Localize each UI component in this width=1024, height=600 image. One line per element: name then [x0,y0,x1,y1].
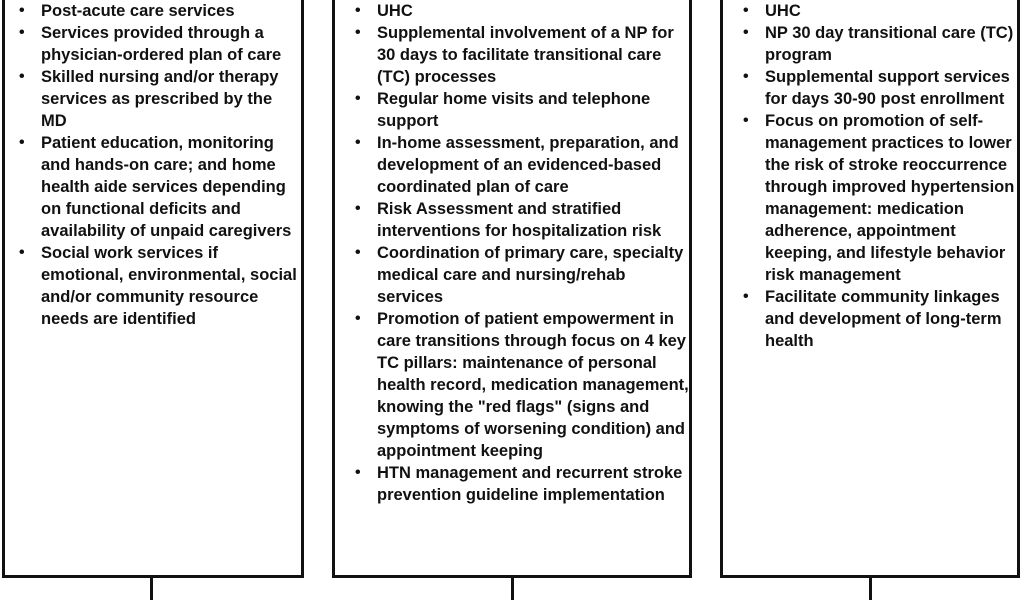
list-item [353,242,691,308]
right-bullet-list [741,0,1023,352]
list-item [17,132,297,242]
bullet-icon: • [355,90,361,107]
list-item-text: UHC [377,2,413,20]
right-box [720,0,1020,578]
list-item-text: Regular home visits and telephone support [377,90,651,130]
left-box [2,0,304,578]
list-item-text: Post-acute care services [41,2,235,20]
bullet-icon: • [19,2,25,19]
list-item [353,22,691,88]
bullet-icon: • [355,200,361,217]
list-item [353,0,691,22]
bullet-icon: • [743,24,749,41]
list-item-text: Social work services if emotional, environmental, social and/or community resource needs are identified [41,244,297,328]
list-item [17,66,297,132]
list-item-text: HTN management and recurrent stroke prevention guideline implementation [377,464,683,504]
list-item [17,22,297,66]
bullet-icon: • [355,310,361,327]
bullet-icon: • [355,244,361,261]
bullet-icon: • [355,134,361,151]
bullet-icon: • [19,134,25,151]
list-item-text: NP 30 day transitional care (TC) program [765,24,1014,64]
right-connector-line [869,576,872,600]
bullet-icon: • [355,464,361,481]
list-item [17,0,297,22]
list-item [353,308,691,462]
list-item-text: Risk Assessment and stratified interventions for hospitalization risk [377,200,662,240]
bullet-icon: • [743,2,749,19]
list-item-text: Supplemental involvement of a NP for 30 days to facilitate transitional care (TC) processes [377,24,674,86]
bullet-icon: • [19,24,25,41]
list-item-text: Services provided through a physician-ordered plan of care [41,24,282,64]
list-item [741,110,1023,286]
list-item-text: Promotion of patient empowerment in care transitions through focus on 4 key TC pillars: maintenance of personal health record, medication management, knowing the "red flags" (signs and symptoms of worsening condition) and appointment keeping [377,310,689,460]
bullet-icon: • [743,112,749,129]
bullet-icon: • [743,68,749,85]
bullet-icon: • [355,2,361,19]
list-item [353,132,691,198]
list-item [741,286,1023,352]
list-item-text: Focus on promotion of self-management practices to lower the risk of stroke reoccurrence through improved hypertension management: medication adherence, appointment keeping, and lifestyle behavior risk management [765,112,1015,284]
list-item [741,0,1023,22]
list-item [17,242,297,330]
middle-box [332,0,692,578]
list-item [353,88,691,132]
bullet-icon: • [19,68,25,85]
list-item-text: Supplemental support services for days 30-90 post enrollment [765,68,1010,108]
list-item [353,462,691,506]
list-item-text: Skilled nursing and/or therapy services as prescribed by the MD [41,68,279,130]
list-item [741,22,1023,66]
list-item-text: Patient education, monitoring and hands-on care; and home health aide services depending on functional deficits and availability of unpaid caregivers [41,134,292,240]
bullet-icon: • [355,24,361,41]
list-item [353,198,691,242]
middle-bullet-list [353,0,691,506]
list-item-text: In-home assessment, preparation, and development of an evidenced-based coordinated plan of care [377,134,679,196]
left-bullet-list [17,0,297,330]
list-item-text: UHC [765,2,801,20]
list-item-text: Facilitate community linkages and development of long-term health [765,288,1002,350]
list-item [741,66,1023,110]
left-connector-line [150,576,153,600]
bullet-icon: • [19,244,25,261]
list-item-text: Coordination of primary care, specialty medical care and nursing/rehab services [377,244,684,306]
bullet-icon: • [743,288,749,305]
middle-connector-line [511,576,514,600]
